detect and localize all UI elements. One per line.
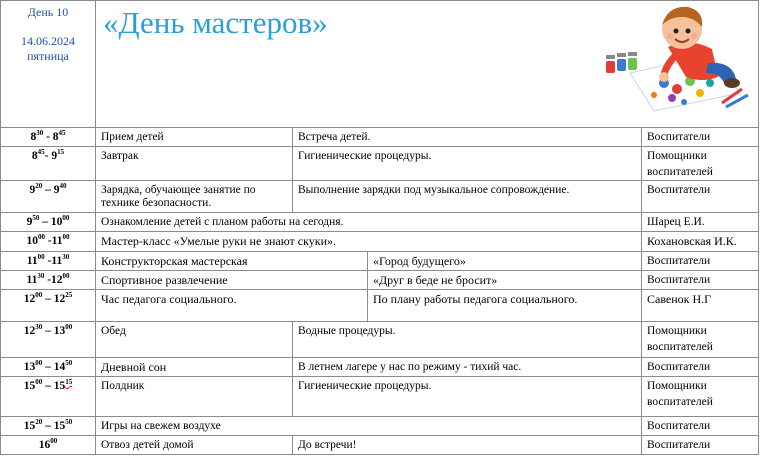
activity-cell: Час педагога социального. [96,290,368,322]
title-cell [96,1,759,128]
responsible-cell: Воспитатели [642,417,759,436]
responsible-cell: Воспитатели [642,181,759,213]
table-row [1,147,759,181]
table-row [1,290,759,322]
details-cell: Водные процедуры. [293,322,642,358]
table-row [1,213,759,232]
responsible-cell: Савенок Н.Г [642,290,759,322]
activity-cell: Ознакомление детей с планом работы на сегодня. [96,213,642,232]
day-label: День 10 [27,5,69,19]
table-row [1,417,759,436]
responsible-cell: Кохановская И.К. [642,232,759,252]
details-cell: Гигиенические процедуры. [293,377,642,417]
table-row [1,232,759,252]
details-cell: В летнем лагере у нас по режиму - тихий час. [293,358,642,377]
time-cell: $11^{00}$ $-11^{30}$ [1,252,96,271]
time-cell: $12^{00} - 12^{25}$ [1,290,96,322]
table-row [1,322,759,358]
time-cell: $9^{20} - 9^{40}$ [1,181,96,213]
table-row [1,358,759,377]
responsible-cell: Помощники воспитателей [642,377,759,417]
activity-cell: Отвоз детей домой [96,436,293,455]
table-row [1,436,759,455]
responsible-cell: Шарец Е.И. [642,213,759,232]
details-cell: Гигиенические процедуры. [293,147,642,181]
table-row [1,252,759,271]
activity-cell: Зарядка, обучающее занятие по технике безопасности. [96,181,293,213]
details-cell: По плану работы педагога социального. [368,290,642,322]
responsible-cell: Воспитатели [642,436,759,455]
time-cell: $9^{50} - 10^{00}$ [1,213,96,232]
responsible-cell: Воспитатели [642,128,759,147]
time-cell: $8^{45}-$ $9^{15}$ [1,147,96,181]
activity-cell: Прием детей [96,128,293,147]
date-label: 14.06.2024 [21,34,75,48]
table-row [1,128,759,147]
details-cell: «Город будущего» [368,252,642,271]
details-cell: Выполнение зарядки под музыкальное сопровождение. [293,181,642,213]
time-cell: $10^{00}$ $-11^{00}$ [1,232,96,252]
header-row [1,1,759,128]
table-row [1,271,759,290]
activity-cell: Завтрак [96,147,293,181]
activity-cell: Игры на свежем воздухе [96,417,642,436]
activity-cell: Конструкторская мастерская [96,252,368,271]
responsible-cell: Воспитатели [642,271,759,290]
activity-cell: Спортивное развлечение [96,271,368,290]
time-cell: $16^{00}$ [1,436,96,455]
activity-cell: Обед [96,322,293,358]
responsible-cell: Воспитатели [642,252,759,271]
details-cell: «Друг в беде не бросит» [368,271,642,290]
responsible-cell: Помощники воспитателей [642,322,759,358]
table-row [1,181,759,213]
time-cell: $15^{00} - 15^{15}$ [1,377,96,417]
page-title: «День мастеров» [103,5,328,40]
day-info-cell [1,1,96,128]
time-cell: $8^{30} - 8^{45}$ [1,128,96,147]
weekday-label: пятница [27,49,69,63]
time-cell: $11^{30}$ $-12^{00}$ [1,271,96,290]
boy-painting-illustration [602,3,752,113]
responsible-cell: Помощники воспитателей [642,147,759,181]
activity-cell: Дневной сон [96,358,293,377]
time-cell: $12^{30} - 13^{00}$ [1,322,96,358]
details-cell: До встречи! [293,436,642,455]
details-cell: Встреча детей. [293,128,642,147]
activity-cell: Мастер-класс «Умелые руки не знают скуки». [96,232,642,252]
responsible-cell: Воспитатели [642,358,759,377]
activity-cell: Полдник [96,377,293,417]
time-cell: $15^{20} - 15^{50}$ [1,417,96,436]
table-row [1,377,759,417]
time-cell: $13^{00} - 14^{50}$ [1,358,96,377]
